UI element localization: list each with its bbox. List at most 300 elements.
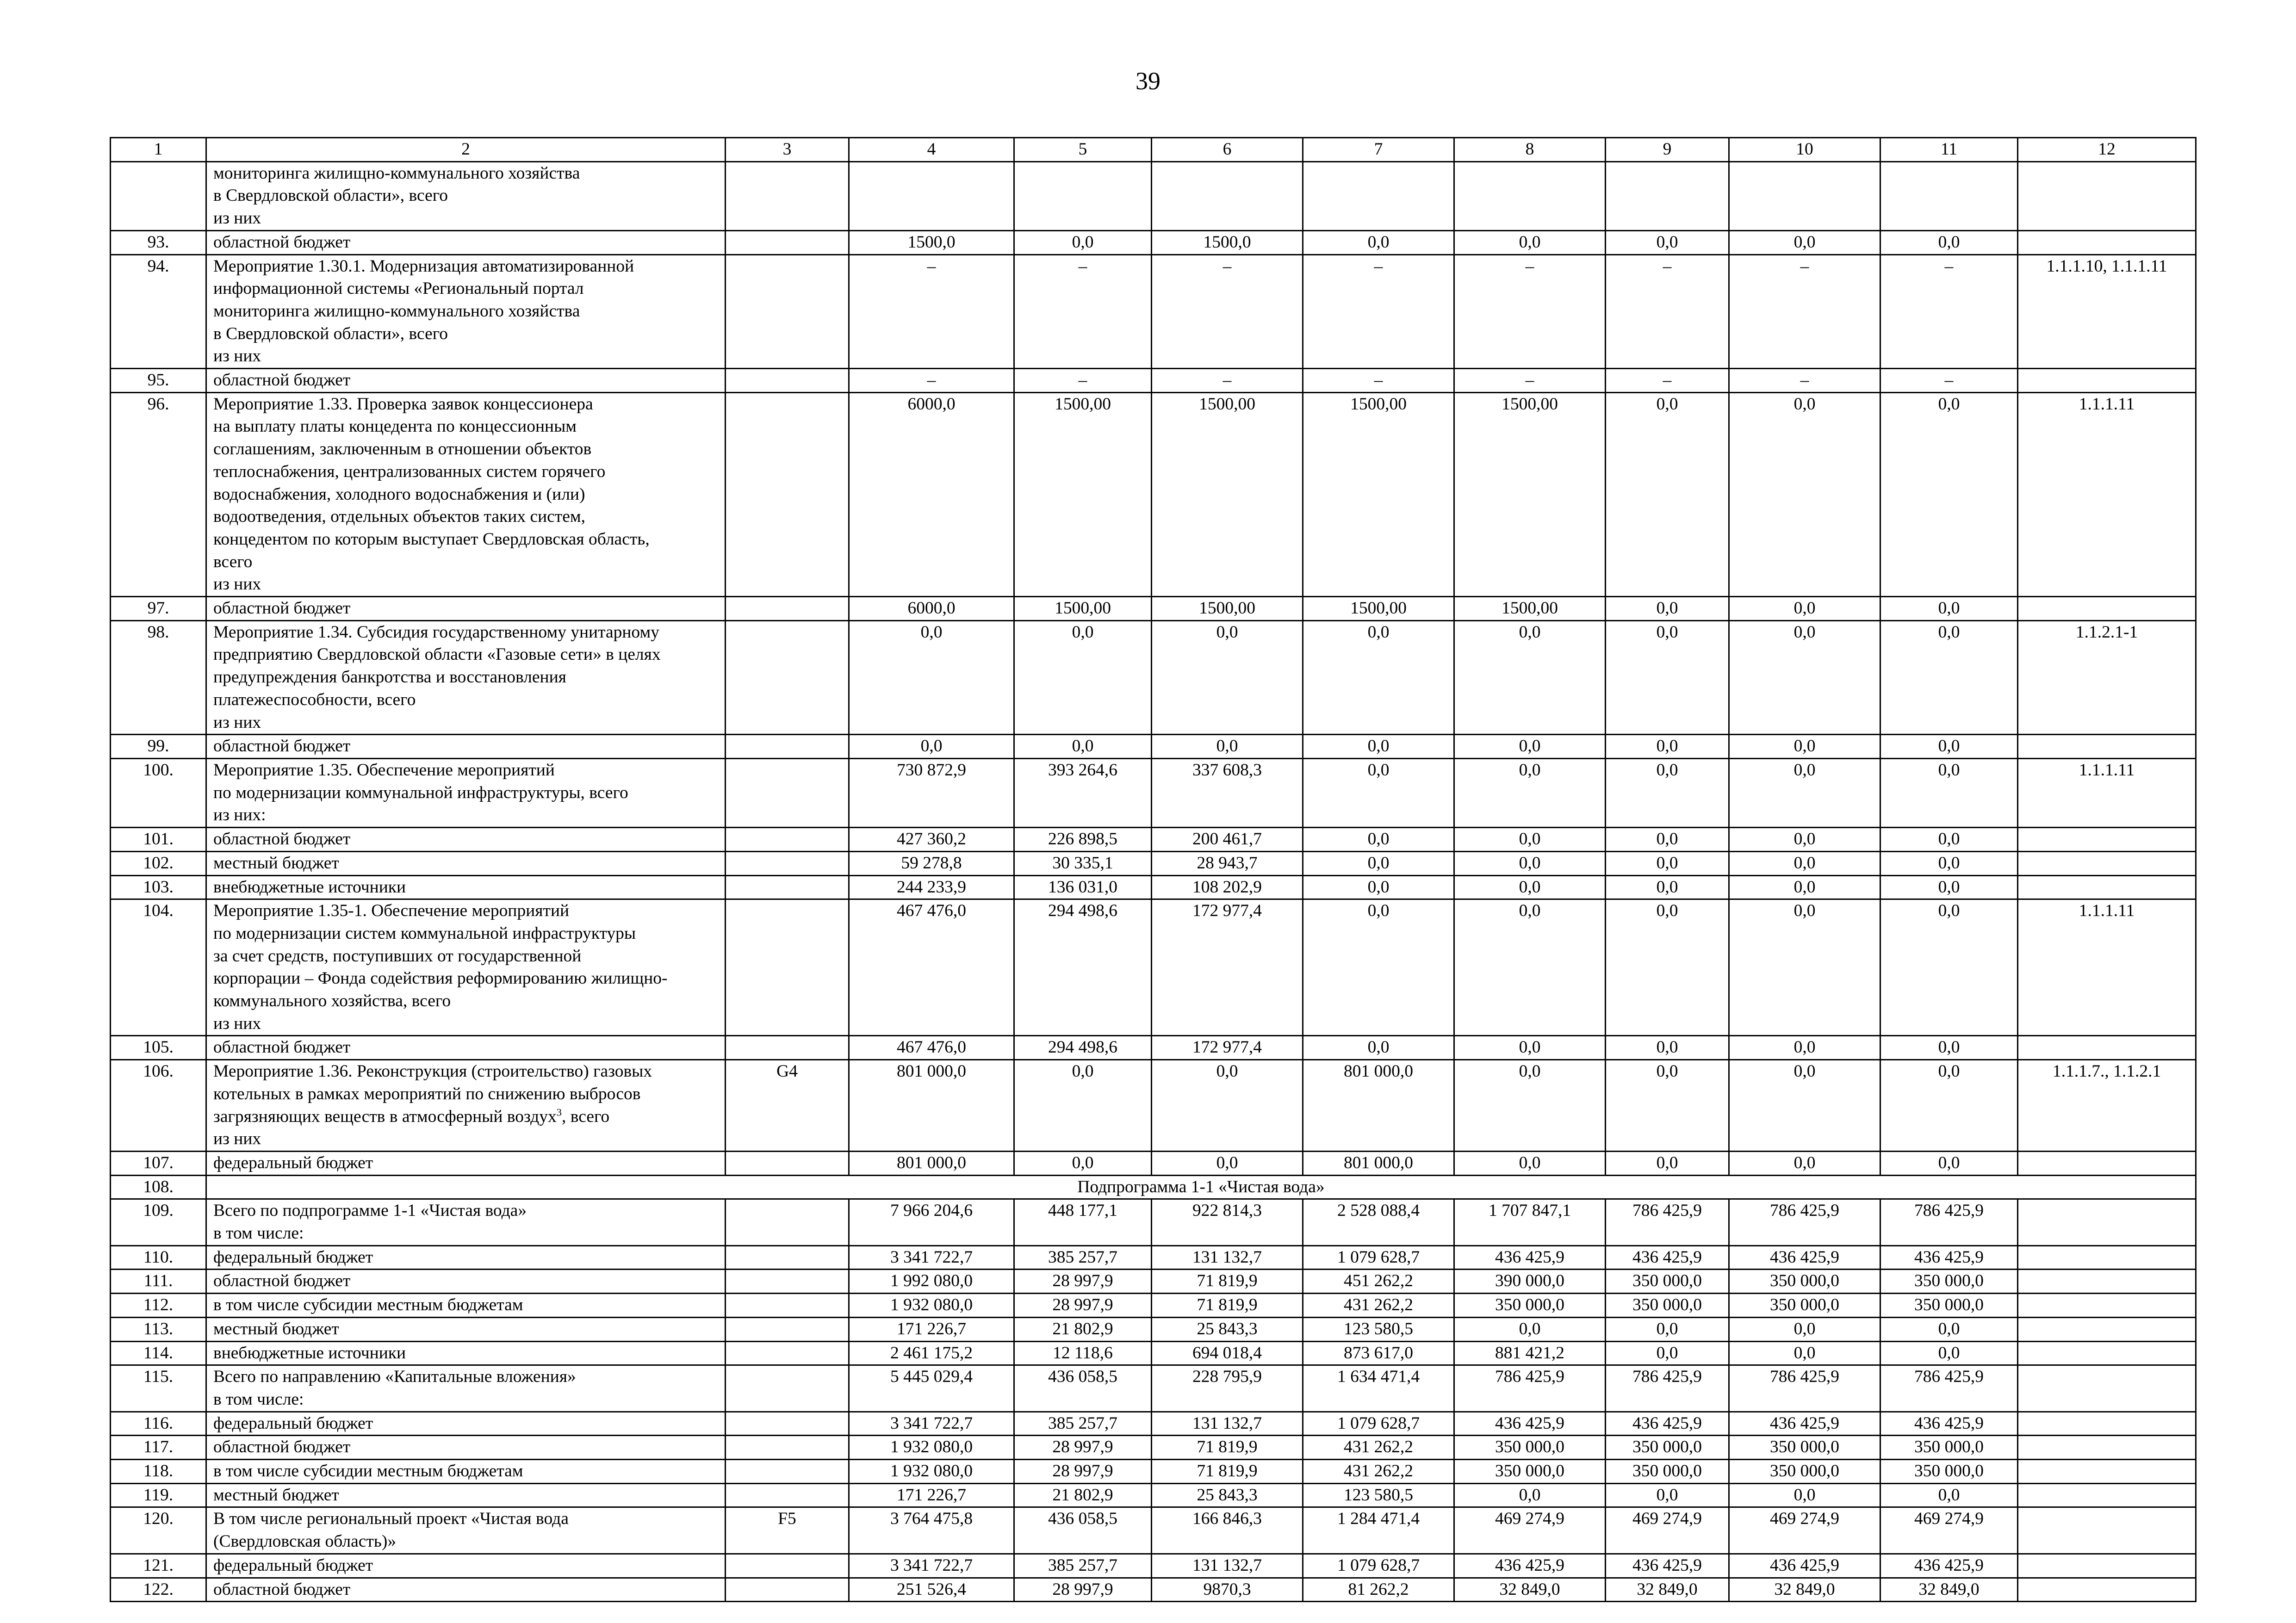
row-name-text-tail: , всего из них [213,1107,610,1149]
value-cell: 337 608,3 [1152,758,1303,827]
row-number-cell: 108. [111,1175,206,1199]
row-name-text: Всего по направлению «Капитальные вложения» в том числе: [213,1367,576,1409]
value-cell: 0,0 [1880,392,2018,596]
value-cell: 108 202,9 [1152,875,1303,899]
value-cell: 71 819,9 [1152,1436,1303,1460]
row-code-cell [726,1365,849,1412]
row-name-cell [206,899,726,1036]
value-cell: 5 445 029,4 [849,1365,1014,1412]
value-cell: 436 425,9 [1606,1245,1729,1270]
value-cell: 0,0 [1454,1060,1606,1152]
value-cell: 172 977,4 [1152,1036,1303,1060]
row-name-text: областной бюджет [213,1038,351,1057]
table-row [111,1483,2196,1507]
value-cell: 0,0 [1880,1151,2018,1175]
row-name-cell [206,369,726,393]
value-cell: 436 425,9 [1454,1245,1606,1270]
row-target-cell: 1.1.2.1-1 [2018,620,2196,735]
value-cell: 32 849,0 [1729,1578,1880,1602]
value-cell: 171 226,7 [849,1317,1014,1341]
row-number-cell: 93. [111,230,206,254]
table-row [111,1151,2196,1175]
table-row [111,735,2196,759]
value-cell: 0,0 [1454,828,1606,852]
value-cell: 28 997,9 [1014,1436,1152,1460]
value-cell: 0,0 [1014,230,1152,254]
value-cell: 0,0 [1880,1317,2018,1341]
row-code-cell [726,828,849,852]
column-header: 12 [2018,138,2196,162]
value-cell: 0,0 [1729,1036,1880,1060]
column-header: 3 [726,138,849,162]
value-cell: 0,0 [1606,1036,1729,1060]
value-cell: 1500,00 [1454,597,1606,621]
value-cell: 0,0 [1729,828,1880,852]
row-target-cell [2018,1412,2196,1436]
table-row [111,828,2196,852]
row-code-cell [726,161,849,230]
row-target-cell [2018,875,2196,899]
value-cell: 0,0 [1880,620,2018,735]
value-cell: 0,0 [1606,1341,1729,1365]
row-name-cell [206,875,726,899]
value-cell: 0,0 [1303,620,1454,735]
value-cell: 0,0 [1880,597,2018,621]
value-cell: 7 966 204,6 [849,1199,1014,1245]
value-cell: 469 274,9 [1729,1507,1880,1554]
row-name-cell [206,1365,726,1412]
value-cell: 2 461 175,2 [849,1341,1014,1365]
row-code-cell [726,392,849,596]
column-header: 7 [1303,138,1454,162]
row-number-cell: 118. [111,1460,206,1484]
value-cell: 21 802,9 [1014,1317,1152,1341]
row-name-text: внебюджетные источники [213,877,406,897]
row-name-cell [206,1554,726,1578]
row-target-cell [2018,1365,2196,1412]
value-cell: 350 000,0 [1729,1436,1880,1460]
value-cell: 1500,00 [1152,597,1303,621]
row-name-text: областной бюджет [213,830,351,849]
table-row [111,620,2196,735]
value-cell: 786 425,9 [1606,1365,1729,1412]
table-row [111,254,2196,369]
row-code-cell [726,851,849,875]
value-cell: 0,0 [1729,1341,1880,1365]
row-code-cell [726,620,849,735]
row-number-cell: 103. [111,875,206,899]
value-cell: 0,0 [1880,899,2018,1036]
row-number-cell: 113. [111,1317,206,1341]
value-cell: 0,0 [1454,1483,1606,1507]
value-cell: 0,0 [849,735,1014,759]
value-cell: 1500,00 [1152,392,1303,596]
value-cell: 0,0 [1454,851,1606,875]
row-name-cell [206,1294,726,1318]
row-target-cell [2018,597,2196,621]
row-code-cell [726,1199,849,1245]
value-cell: 451 262,2 [1303,1270,1454,1294]
value-cell: 0,0 [1606,230,1729,254]
row-number-cell: 110. [111,1245,206,1270]
value-cell: – [1454,254,1606,369]
value-cell: 436 425,9 [1729,1554,1880,1578]
row-number-cell: 106. [111,1060,206,1152]
row-code-cell [726,1578,849,1602]
value-cell: – [1303,369,1454,393]
value-cell: 436 425,9 [1606,1554,1729,1578]
value-cell: 0,0 [1729,230,1880,254]
row-number-cell: 121. [111,1554,206,1578]
row-name-text: федеральный бюджет [213,1555,373,1575]
row-name-cell [206,1578,726,1602]
value-cell: 786 425,9 [1606,1199,1729,1245]
column-header: 6 [1152,138,1303,162]
table-row [111,1554,2196,1578]
table-row [111,899,2196,1036]
value-cell: 350 000,0 [1606,1270,1729,1294]
value-cell: 0,0 [1880,828,2018,852]
value-cell: 0,0 [1880,1341,2018,1365]
value-cell: 0,0 [1880,1483,2018,1507]
table-row [111,161,2196,230]
value-cell: 0,0 [1729,851,1880,875]
row-name-text: Всего по подпрограмме 1-1 «Чистая вода» в том числе: [213,1201,527,1243]
row-name-cell [206,1317,726,1341]
value-cell [1454,161,1606,230]
value-cell: 350 000,0 [1606,1294,1729,1318]
value-cell: 0,0 [1454,1151,1606,1175]
section-title-cell: Подпрограмма 1-1 «Чистая вода» [206,1175,2196,1199]
table-row [111,1036,2196,1060]
value-cell: 0,0 [1303,828,1454,852]
row-code-cell: G4 [726,1060,849,1152]
value-cell: 0,0 [1303,1036,1454,1060]
row-name-cell [206,620,726,735]
table-row [111,1245,2196,1270]
value-cell: 0,0 [1303,735,1454,759]
value-cell: 469 274,9 [1454,1507,1606,1554]
value-cell: 922 814,3 [1152,1199,1303,1245]
value-cell: 350 000,0 [1454,1436,1606,1460]
row-name-text: Мероприятие 1.36. Реконструкция (строительство) газовых котельных в рамках мероприятий по снижению выбросов загрязняющих веществ в атмосферный воздух [213,1062,652,1126]
value-cell: 0,0 [1606,875,1729,899]
value-cell: 1 932 080,0 [849,1436,1014,1460]
column-header: 11 [1880,138,2018,162]
row-code-cell [726,1245,849,1270]
value-cell: 786 425,9 [1880,1365,2018,1412]
value-cell: 0,0 [1454,620,1606,735]
row-name-cell [206,1151,726,1175]
table-header-row [111,138,2196,162]
value-cell: 385 257,7 [1014,1245,1152,1270]
row-number-cell: 115. [111,1365,206,1412]
row-target-cell [2018,1317,2196,1341]
table-row [111,369,2196,393]
value-cell: – [1729,369,1880,393]
value-cell: 171 226,7 [849,1483,1014,1507]
value-cell: 431 262,2 [1303,1294,1454,1318]
row-name-cell [206,1199,726,1245]
value-cell: 436 058,5 [1014,1365,1152,1412]
value-cell: 436 058,5 [1014,1507,1152,1554]
value-cell: 294 498,6 [1014,899,1152,1036]
value-cell: 0,0 [1880,851,2018,875]
value-cell [1606,161,1729,230]
row-target-cell [2018,1341,2196,1365]
value-cell: 786 425,9 [1454,1365,1606,1412]
row-name-cell [206,828,726,852]
row-target-cell [2018,369,2196,393]
value-cell: 467 476,0 [849,899,1014,1036]
value-cell: 0,0 [1152,1151,1303,1175]
row-name-text: Мероприятие 1.33. Проверка заявок концессионера на выплату платы концедента по концессионным соглашениям, заключенным в отношении объектов теплоснабжения, централизованных систем горячего водоснабжения, холодного водоснабжения и (или) водоотведения, отдельных объектов таких систем, концедентом по которым выступает Свердловская область, всего из них [213,394,650,594]
value-cell: 0,0 [1729,735,1880,759]
row-code-cell [726,597,849,621]
table-row [111,1412,2196,1436]
value-cell: 2 528 088,4 [1303,1199,1454,1245]
row-target-cell: 1.1.1.11 [2018,758,2196,827]
value-cell: 0,0 [1454,758,1606,827]
row-code-cell [726,1036,849,1060]
column-header: 5 [1014,138,1152,162]
row-name-text: Мероприятие 1.35. Обеспечение мероприятий по модернизации коммунальной инфраструктуры, всего из них: [213,760,628,825]
value-cell: – [1880,369,2018,393]
table-body [111,138,2196,1602]
value-cell: 881 421,2 [1454,1341,1606,1365]
value-cell: 0,0 [1454,735,1606,759]
row-name-text: областной бюджет [213,1437,351,1457]
value-cell: 0,0 [1606,828,1729,852]
row-code-cell [726,875,849,899]
value-cell: 0,0 [1880,758,2018,827]
row-name-text: в том числе субсидии местным бюджетам [213,1462,523,1481]
row-number-cell: 102. [111,851,206,875]
row-number-cell: 116. [111,1412,206,1436]
value-cell: 0,0 [1454,1036,1606,1060]
column-header: 9 [1606,138,1729,162]
row-name-text: федеральный бюджет [213,1247,373,1267]
row-name-cell [206,230,726,254]
row-code-cell [726,1483,849,1507]
value-cell: 0,0 [1729,1317,1880,1341]
value-cell: 1500,00 [1014,597,1152,621]
value-cell: 1 079 628,7 [1303,1245,1454,1270]
table-row [111,758,2196,827]
value-cell: 350 000,0 [1880,1294,2018,1318]
row-code-cell [726,1270,849,1294]
value-cell: 801 000,0 [1303,1060,1454,1152]
value-cell: 431 262,2 [1303,1436,1454,1460]
value-cell: 350 000,0 [1729,1294,1880,1318]
row-target-cell [2018,1436,2196,1460]
value-cell: 3 341 722,7 [849,1554,1014,1578]
row-target-cell [2018,1483,2196,1507]
value-cell: 350 000,0 [1606,1460,1729,1484]
row-target-cell [2018,1294,2196,1318]
value-cell: – [1606,254,1729,369]
value-cell: 350 000,0 [1880,1270,2018,1294]
value-cell: 32 849,0 [1606,1578,1729,1602]
row-number-cell: 114. [111,1341,206,1365]
value-cell: 25 843,3 [1152,1483,1303,1507]
value-cell: 0,0 [1729,899,1880,1036]
value-cell: 350 000,0 [1729,1270,1880,1294]
value-cell: 0,0 [1606,1317,1729,1341]
value-cell [1729,161,1880,230]
row-name-cell [206,1460,726,1484]
value-cell: 0,0 [1729,875,1880,899]
value-cell: 1 079 628,7 [1303,1412,1454,1436]
row-number-cell: 112. [111,1294,206,1318]
row-target-cell [2018,1245,2196,1270]
row-target-cell [2018,1270,2196,1294]
value-cell: 71 819,9 [1152,1270,1303,1294]
value-cell: 123 580,5 [1303,1317,1454,1341]
value-cell: 1500,00 [1303,392,1454,596]
row-name-text: Мероприятие 1.34. Субсидия государственному унитарному предприятию Свердловской области «Газовые сети» в целях предупреждения банкротства и восстановления платежеспособности, всего из них [213,622,661,732]
table-row [111,1199,2196,1245]
row-target-cell: 1.1.1.7., 1.1.2.1 [2018,1060,2196,1152]
row-target-cell [2018,161,2196,230]
row-name-cell [206,1483,726,1507]
value-cell: 9870,3 [1152,1578,1303,1602]
value-cell: 730 872,9 [849,758,1014,827]
value-cell: 1 079 628,7 [1303,1554,1454,1578]
value-cell: – [849,369,1014,393]
row-name-text: внебюджетные источники [213,1343,406,1363]
value-cell: 28 997,9 [1014,1270,1152,1294]
row-name-text: областной бюджет [213,737,351,756]
row-name-text: мониторинга жилищно-коммунального хозяйства в Свердловской области», всего из них [213,163,580,228]
value-cell: 1 707 847,1 [1454,1199,1606,1245]
value-cell: 244 233,9 [849,875,1014,899]
value-cell: 786 425,9 [1880,1199,2018,1245]
value-cell: – [849,254,1014,369]
row-target-cell [2018,828,2196,852]
value-cell: 0,0 [1454,875,1606,899]
value-cell: 59 278,8 [849,851,1014,875]
value-cell: 436 425,9 [1729,1412,1880,1436]
value-cell: 28 997,9 [1014,1294,1152,1318]
value-cell: 30 335,1 [1014,851,1152,875]
row-name-text: областной бюджет [213,1271,351,1291]
value-cell: 436 425,9 [1454,1554,1606,1578]
value-cell: 786 425,9 [1729,1199,1880,1245]
value-cell: 390 000,0 [1454,1270,1606,1294]
value-cell: 28 997,9 [1014,1460,1152,1484]
value-cell: 32 849,0 [1880,1578,2018,1602]
row-code-cell [726,1294,849,1318]
table-row [111,1460,2196,1484]
value-cell: 0,0 [1606,851,1729,875]
value-cell: 0,0 [1014,620,1152,735]
value-cell: 469 274,9 [1606,1507,1729,1554]
value-cell: 0,0 [1606,597,1729,621]
value-cell: 0,0 [1014,1060,1152,1152]
value-cell: 786 425,9 [1729,1365,1880,1412]
row-code-cell [726,735,849,759]
row-target-cell [2018,1578,2196,1602]
row-name-cell [206,1060,726,1152]
value-cell: 1 634 471,4 [1303,1365,1454,1412]
row-number-cell: 119. [111,1483,206,1507]
value-cell: 0,0 [1152,1060,1303,1152]
value-cell: 3 341 722,7 [849,1245,1014,1270]
row-name-text: федеральный бюджет [213,1153,373,1172]
page-number: 39 [1136,67,1160,95]
value-cell: 0,0 [1729,597,1880,621]
value-cell [1880,161,2018,230]
value-cell: 0,0 [1454,899,1606,1036]
value-cell: 0,0 [1152,620,1303,735]
value-cell: 350 000,0 [1729,1460,1880,1484]
value-cell [1014,161,1152,230]
row-target-cell [2018,1199,2196,1245]
value-cell: 350 000,0 [1880,1460,2018,1484]
value-cell: 350 000,0 [1606,1436,1729,1460]
row-name-text: областной бюджет [213,371,351,390]
column-header: 10 [1729,138,1880,162]
value-cell: 81 262,2 [1303,1578,1454,1602]
row-name-cell [206,735,726,759]
row-name-cell [206,851,726,875]
table-row [111,1365,2196,1412]
row-name-text: Мероприятие 1.30.1. Модернизация автоматизированной информационной системы «Региональный портал мониторинга жилищно-коммунального хозяйства в Свердловской области», всего из них [213,256,634,366]
value-cell: 294 498,6 [1014,1036,1152,1060]
row-code-cell [726,1412,849,1436]
value-cell: 0,0 [1606,735,1729,759]
value-cell [849,161,1014,230]
row-code-cell [726,1460,849,1484]
value-cell: 131 132,7 [1152,1412,1303,1436]
row-name-cell [206,1245,726,1270]
row-name-cell [206,161,726,230]
row-code-cell [726,369,849,393]
row-code-cell [726,1317,849,1341]
table-row [111,1507,2196,1554]
value-cell: 6000,0 [849,597,1014,621]
row-number-cell: 95. [111,369,206,393]
value-cell: 1500,00 [1303,597,1454,621]
row-number-cell: 101. [111,828,206,852]
row-target-cell [2018,1554,2196,1578]
table-row [111,392,2196,596]
row-number-cell: 117. [111,1436,206,1460]
value-cell: 226 898,5 [1014,828,1152,852]
column-header: 2 [206,138,726,162]
row-target-cell [2018,735,2196,759]
value-cell: 0,0 [1303,758,1454,827]
value-cell: 71 819,9 [1152,1294,1303,1318]
row-number-cell: 107. [111,1151,206,1175]
row-code-cell [726,758,849,827]
value-cell: 0,0 [1606,392,1729,596]
table-row [111,851,2196,875]
value-cell: 0,0 [1729,1060,1880,1152]
value-cell: 0,0 [1729,620,1880,735]
table-row [111,1270,2196,1294]
column-header: 8 [1454,138,1606,162]
value-cell: 448 177,1 [1014,1199,1152,1245]
value-cell: 0,0 [1880,875,2018,899]
value-cell: 251 526,4 [849,1578,1014,1602]
row-name-text: в том числе субсидии местным бюджетам [213,1295,523,1315]
column-header: 1 [111,138,206,162]
row-number-cell: 122. [111,1578,206,1602]
value-cell: 1500,0 [849,230,1014,254]
row-target-cell [2018,1460,2196,1484]
